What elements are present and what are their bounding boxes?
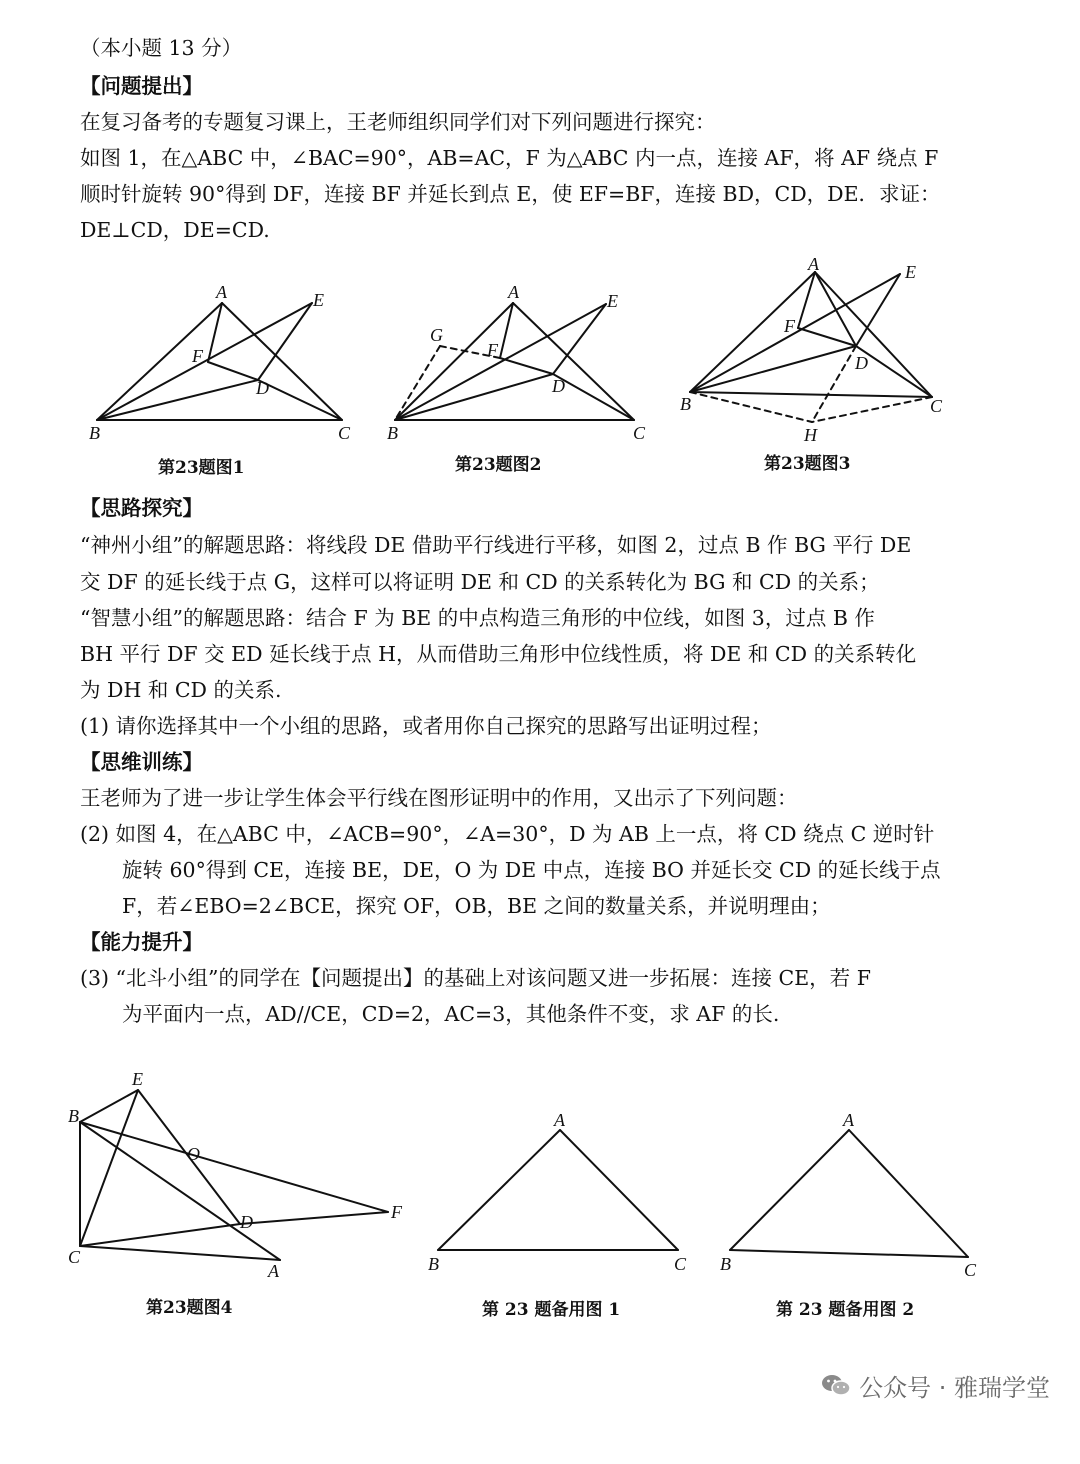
fig3-label-d: D bbox=[855, 353, 868, 373]
fig4-caption: 第23题图4 bbox=[146, 1298, 233, 1318]
spare1-caption: 第 23 题备用图 1 bbox=[482, 1300, 621, 1320]
thinking-line: BH 平行 DF 交 ED 延长线于点 H，从而借助三角形中位线性质，将 DE 和 CD 的关系转化 bbox=[80, 642, 917, 666]
fig3-label-e: E bbox=[905, 262, 916, 282]
fig4-label-o: O bbox=[187, 1144, 200, 1164]
fig2-label-a: A bbox=[508, 282, 519, 302]
watermark bbox=[821, 1368, 1050, 1405]
thinking-line: 交 DF 的延长线于点 G，这样可以将证明 DE 和 CD 的关系转化为 BG 和 CD 的关系； bbox=[80, 570, 880, 594]
section-title-problem: 【问题提出】 bbox=[80, 74, 203, 98]
spare2-label-c: C bbox=[964, 1260, 977, 1280]
fig4-label-d: D bbox=[240, 1212, 253, 1232]
thinking-line: “神州小组”的解题思路：将线段 DE 借助平行线进行平移，如图 2，过点 B 作 BG 平行 DE bbox=[80, 533, 912, 557]
thinking-line: 为 DH 和 CD 的关系. bbox=[80, 678, 282, 702]
problem-line: DE⊥CD，DE=CD. bbox=[80, 218, 270, 242]
fig3-label-c: C bbox=[930, 396, 943, 416]
spare2-caption: 第 23 题备用图 2 bbox=[776, 1300, 915, 1320]
fig1-label-b: B bbox=[89, 423, 100, 443]
problem-line: 顺时针旋转 90°得到 DF，连接 BF 并延长到点 E，使 EF=BF，连接 BD，CD，DE．求证： bbox=[80, 182, 941, 206]
question-score: （本小题 13 分） bbox=[80, 36, 243, 60]
fig4-label-c: C bbox=[68, 1247, 81, 1267]
spare1-label-a: A bbox=[554, 1110, 565, 1130]
fig1-label-f: F bbox=[192, 346, 203, 366]
fig4-label-a: A bbox=[268, 1261, 279, 1281]
section-title-training: 【思维训练】 bbox=[80, 750, 203, 774]
fig4-label-e: E bbox=[132, 1069, 143, 1089]
fig2-label-d: D bbox=[552, 376, 565, 396]
spare1-label-b: B bbox=[428, 1254, 439, 1274]
fig1-caption: 第23题图1 bbox=[158, 458, 245, 478]
thinking-line: “智慧小组”的解题思路：结合 F 为 BE 的中点构造三角形的中位线，如图 3，过点 B 作 bbox=[80, 606, 875, 630]
subquestion-1: (1) 请你选择其中一个小组的思路，或者用你自己探究的思路写出证明过程； bbox=[80, 714, 772, 738]
problem-line: 如图 1，在△ABC 中，∠BAC=90°，AB=AC，F 为△ABC 内一点，连接 AF，将 AF 绕点 F bbox=[80, 146, 939, 170]
figure-1 bbox=[97, 303, 342, 420]
fig2-label-g: G bbox=[430, 325, 443, 345]
wechat-icon bbox=[821, 1373, 851, 1405]
problem-line: 在复习备考的专题复习课上，王老师组织同学们对下列问题进行探究： bbox=[80, 110, 716, 134]
fig1-label-a: A bbox=[216, 282, 227, 302]
spare-figure-1 bbox=[438, 1130, 678, 1250]
fig1-label-e: E bbox=[313, 290, 324, 310]
fig2-label-e: E bbox=[607, 291, 618, 311]
fig3-label-f: F bbox=[784, 316, 795, 336]
fig3-caption: 第23题图3 bbox=[764, 454, 851, 474]
figure-2 bbox=[395, 303, 634, 420]
fig2-caption: 第23题图2 bbox=[455, 455, 542, 475]
fig2-label-f: F bbox=[487, 340, 498, 360]
fig2-label-b: B bbox=[387, 423, 398, 443]
training-line: 王老师为了进一步让学生体会平行线在图形证明中的作用，又出示了下列问题： bbox=[80, 786, 798, 810]
spare1-label-c: C bbox=[674, 1254, 687, 1274]
spare2-label-a: A bbox=[843, 1110, 854, 1130]
spare-figure-2 bbox=[730, 1130, 968, 1257]
subquestion-2: (2) 如图 4，在△ABC 中，∠ACB=90°，∠A=30°，D 为 AB 上一点，将 CD 绕点 C 逆时针 bbox=[80, 822, 935, 846]
figure-3 bbox=[690, 272, 932, 422]
fig2-label-c: C bbox=[633, 423, 646, 443]
subquestion-2-cont: 旋转 60°得到 CE，连接 BE，DE，O 为 DE 中点，连接 BO 并延长交 CD 的延长线于点 bbox=[122, 858, 941, 882]
fig4-label-f: F bbox=[391, 1202, 402, 1222]
fig1-label-c: C bbox=[338, 423, 351, 443]
fig3-label-b: B bbox=[680, 394, 691, 414]
spare2-label-b: B bbox=[720, 1254, 731, 1274]
fig3-label-a: A bbox=[808, 254, 819, 274]
watermark-text: 公众号 · 雅瑞学堂 bbox=[859, 1374, 1050, 1402]
fig1-label-d: D bbox=[256, 378, 269, 398]
subquestion-3-cont: 为平面内一点，AD//CE，CD=2，AC=3，其他条件不变，求 AF 的长. bbox=[122, 1002, 780, 1026]
fig3-label-h: H bbox=[804, 425, 817, 445]
subquestion-2-cont: F，若∠EBO=2∠BCE，探究 OF，OB，BE 之间的数量关系，并说明理由； bbox=[122, 894, 831, 918]
figure-4 bbox=[80, 1090, 388, 1260]
fig4-label-b: B bbox=[68, 1106, 79, 1126]
section-title-ability: 【能力提升】 bbox=[80, 930, 203, 954]
section-title-thinking: 【思路探究】 bbox=[80, 496, 203, 520]
subquestion-3: (3) “北斗小组”的同学在【问题提出】的基础上对该问题又进一步拓展：连接 CE，若 F bbox=[80, 966, 871, 990]
